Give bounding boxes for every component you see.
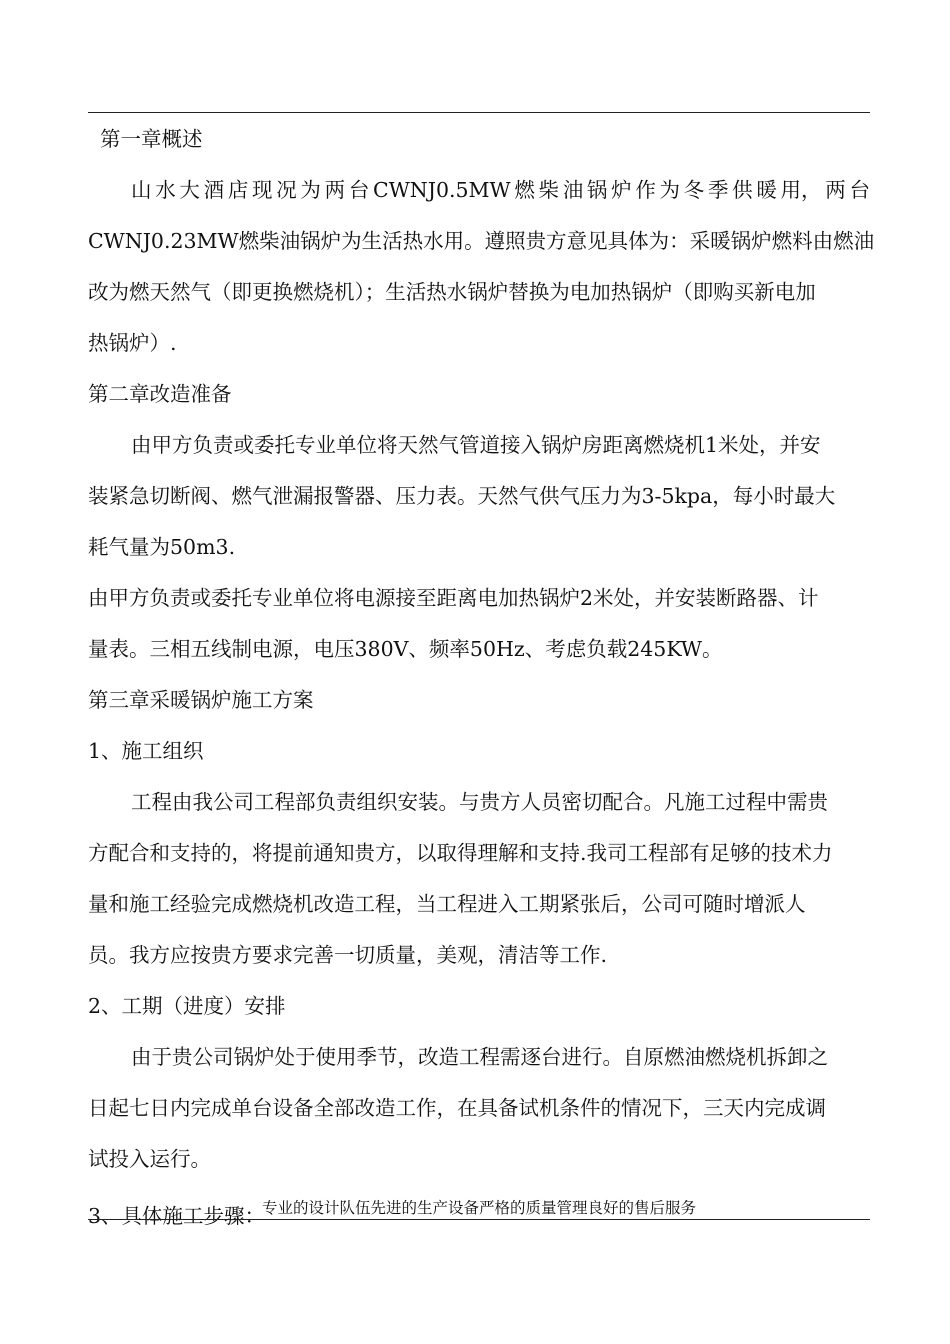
chapter1-para1-line1 bbox=[88, 165, 870, 216]
document-body bbox=[88, 114, 875, 1242]
text-segment: 油 bbox=[562, 178, 584, 202]
header-rule bbox=[88, 112, 870, 113]
text-segment: 燃 bbox=[514, 178, 535, 202]
section1-line4: 员。我方应按贵方要求完善一切质量，美观，清洁等工作. bbox=[88, 943, 608, 967]
text-segment: 酒 bbox=[203, 178, 225, 202]
section2-line1: 由于贵公司锅炉处于使用季节，改造工程需逐台进行。自原燃油燃烧机拆卸之 bbox=[131, 1045, 828, 1069]
text-segment: 冬 bbox=[683, 178, 705, 202]
section3-title: 3、具体施工步骤： bbox=[88, 1204, 266, 1228]
footer-text: 专业的设计队伍先进的生产设备严格的质量管理良好的售后服务 bbox=[261, 1199, 696, 1217]
text-segment: 季 bbox=[707, 178, 729, 202]
text-segment: 供 bbox=[732, 178, 753, 202]
chapter2-para2-line2: 量表。三相五线制电源，电压380V、频率50Hz、考虑负载245KW。 bbox=[88, 637, 723, 661]
text-segment: 况 bbox=[276, 178, 297, 202]
section2-line2: 日起七日内完成单台设备全部改造工作，在具备试机条件的情况下，三天内完成调 bbox=[88, 1096, 826, 1120]
text-segment: 大 bbox=[179, 178, 200, 202]
chapter1-para1-line4: 热锅炉）. bbox=[88, 331, 177, 355]
text-segment: 店 bbox=[227, 178, 249, 202]
chapter2-title: 第二章改造准备 bbox=[88, 382, 232, 406]
text-segment: 台 bbox=[348, 178, 370, 202]
chapter2-para1-line3: 耗气量为50m3. bbox=[88, 535, 236, 559]
text-segment: 柴 bbox=[538, 178, 560, 202]
text-segment: 用， bbox=[780, 178, 822, 202]
section1-line3: 量和施工经验完成燃烧机改造工程，当工程进入工期紧张后，公司可随时增派人 bbox=[88, 892, 806, 916]
chapter1-para1-line3: 改为燃天然气（即更换燃烧机）；生活热水锅炉替换为电加热锅炉（即购买新电加 bbox=[88, 280, 816, 304]
text-segment: 锅 bbox=[586, 178, 608, 202]
text-segment: 炉 bbox=[611, 178, 632, 202]
chapter2-para1-line2: 装紧急切断阀、燃气泄漏报警器、压力表。天然气供气压力为3-5kpa，每小时最大 bbox=[88, 484, 836, 508]
text-segment: 暖 bbox=[756, 178, 777, 202]
text-segment: 为 bbox=[659, 178, 681, 202]
chapter1-title: 第一章概述 bbox=[100, 127, 203, 151]
text-segment: 水 bbox=[155, 178, 176, 202]
chapter2-para2-line1: 由甲方负责或委托专业单位将电源接至距离电加热锅炉2米处，并安装断路器、计 bbox=[88, 586, 819, 610]
text-segment: 现 bbox=[252, 178, 273, 202]
chapter3-title: 第三章采暖锅炉施工方案 bbox=[88, 688, 314, 712]
text-segment: 两 bbox=[825, 178, 846, 202]
section2-title: 2、工期（进度）安排 bbox=[88, 994, 286, 1018]
chapter1-para1-line2: CWNJ0.23MW燃柴油锅炉为生活热水用。遵照贵方意见具体为：采暖锅炉燃料由燃油 bbox=[88, 229, 875, 253]
chapter2-para1-line1: 由甲方负责或委托专业单位将天然气管道接入锅炉房距离燃烧机1米处，并安 bbox=[131, 433, 821, 457]
text-segment: CWNJ0.5MW bbox=[373, 178, 511, 202]
text-segment: 台 bbox=[849, 178, 870, 202]
text-segment: 为 bbox=[300, 178, 321, 202]
section1-line2: 方配合和支持的，将提前通知贵方，以取得理解和支持.我司工程部有足够的技术力 bbox=[88, 841, 833, 865]
section2-line3: 试投入运行。 bbox=[88, 1147, 211, 1171]
section1-title: 1、施工组织 bbox=[88, 739, 204, 763]
footer-rule bbox=[88, 1219, 870, 1220]
text-segment: 山 bbox=[131, 178, 152, 202]
text-segment: 两 bbox=[324, 178, 346, 202]
section1-line1: 工程由我公司工程部负责组织安装。与贵方人员密切配合。凡施工过程中需贵 bbox=[131, 790, 828, 814]
text-segment: 作 bbox=[635, 178, 656, 202]
